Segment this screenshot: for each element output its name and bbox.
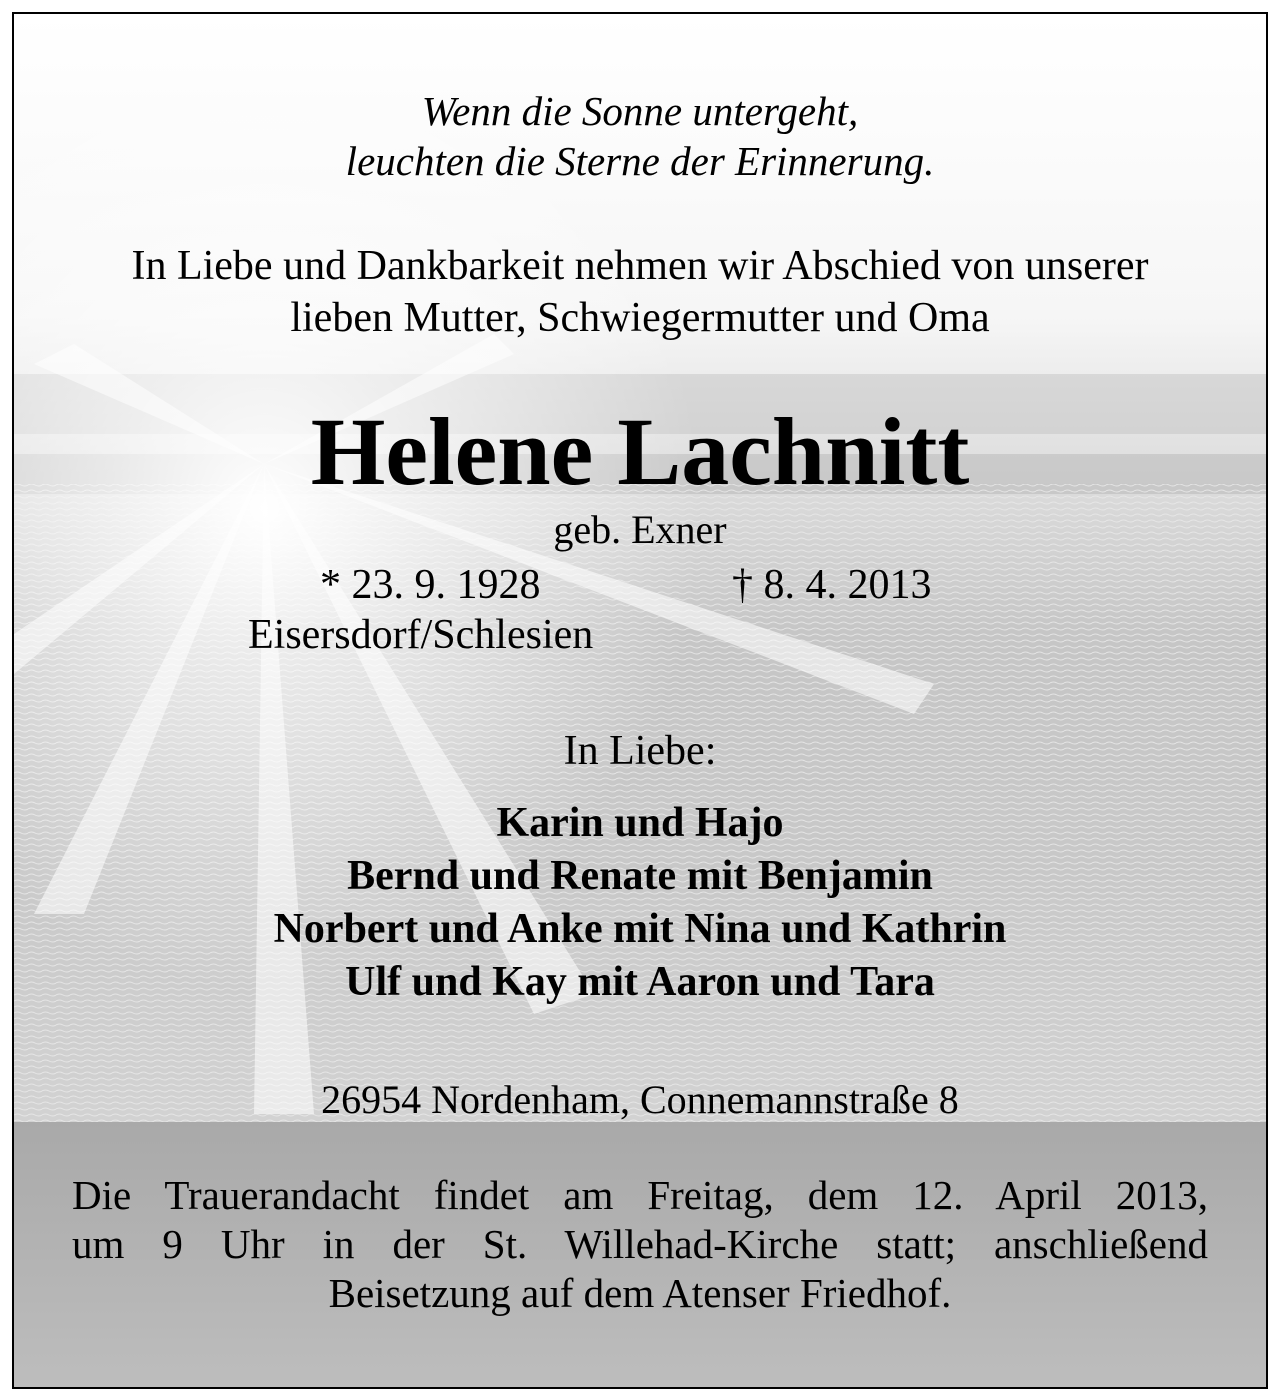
mourner-entry: Norbert und Anke mit Nina und Kathrin — [273, 906, 1007, 952]
deceased-name: Helene Lachnitt — [310, 398, 970, 505]
birthplace-row — [14, 614, 1266, 658]
service-info-line-1: Die Trauerandacht findet am Freitag, dem 12. April 2013, — [72, 1172, 1208, 1218]
mourners-label: In Liebe: — [563, 728, 717, 774]
mourner-entry: Bernd und Renate mit Benjamin — [347, 853, 933, 899]
memorial-quote-line-2: leuchten die Sterne der Erinnerung. — [345, 138, 935, 184]
mourner-entry: Karin und Hajo — [496, 800, 784, 846]
farewell-text-line-2: lieben Mutter, Schwiegermutter und Oma — [290, 295, 990, 341]
family-address: 26954 Nordenham, Connemannstraße 8 — [321, 1077, 959, 1122]
service-info-line-2: um 9 Uhr in der St. Willehad-Kirche statt; anschließend — [72, 1221, 1208, 1267]
death-date: † 8. 4. 2013 — [732, 562, 932, 608]
life-dates — [14, 564, 1266, 608]
memorial-quote-line-1: Wenn die Sonne untergeht, — [421, 88, 859, 134]
mourner-entry: Ulf und Kay mit Aaron und Tara — [345, 959, 935, 1005]
farewell-text-line-1: In Liebe und Dankbarkeit nehmen wir Abschied von unserer — [131, 243, 1149, 289]
maiden-name: geb. Exner — [553, 507, 727, 552]
service-info-line-3: Beisetzung auf dem Atenser Friedhof. — [328, 1270, 952, 1316]
obituary-frame — [12, 12, 1268, 1389]
birthplace: Eisersdorf/Schlesien — [248, 612, 594, 658]
birth-date: * 23. 9. 1928 — [320, 562, 541, 608]
